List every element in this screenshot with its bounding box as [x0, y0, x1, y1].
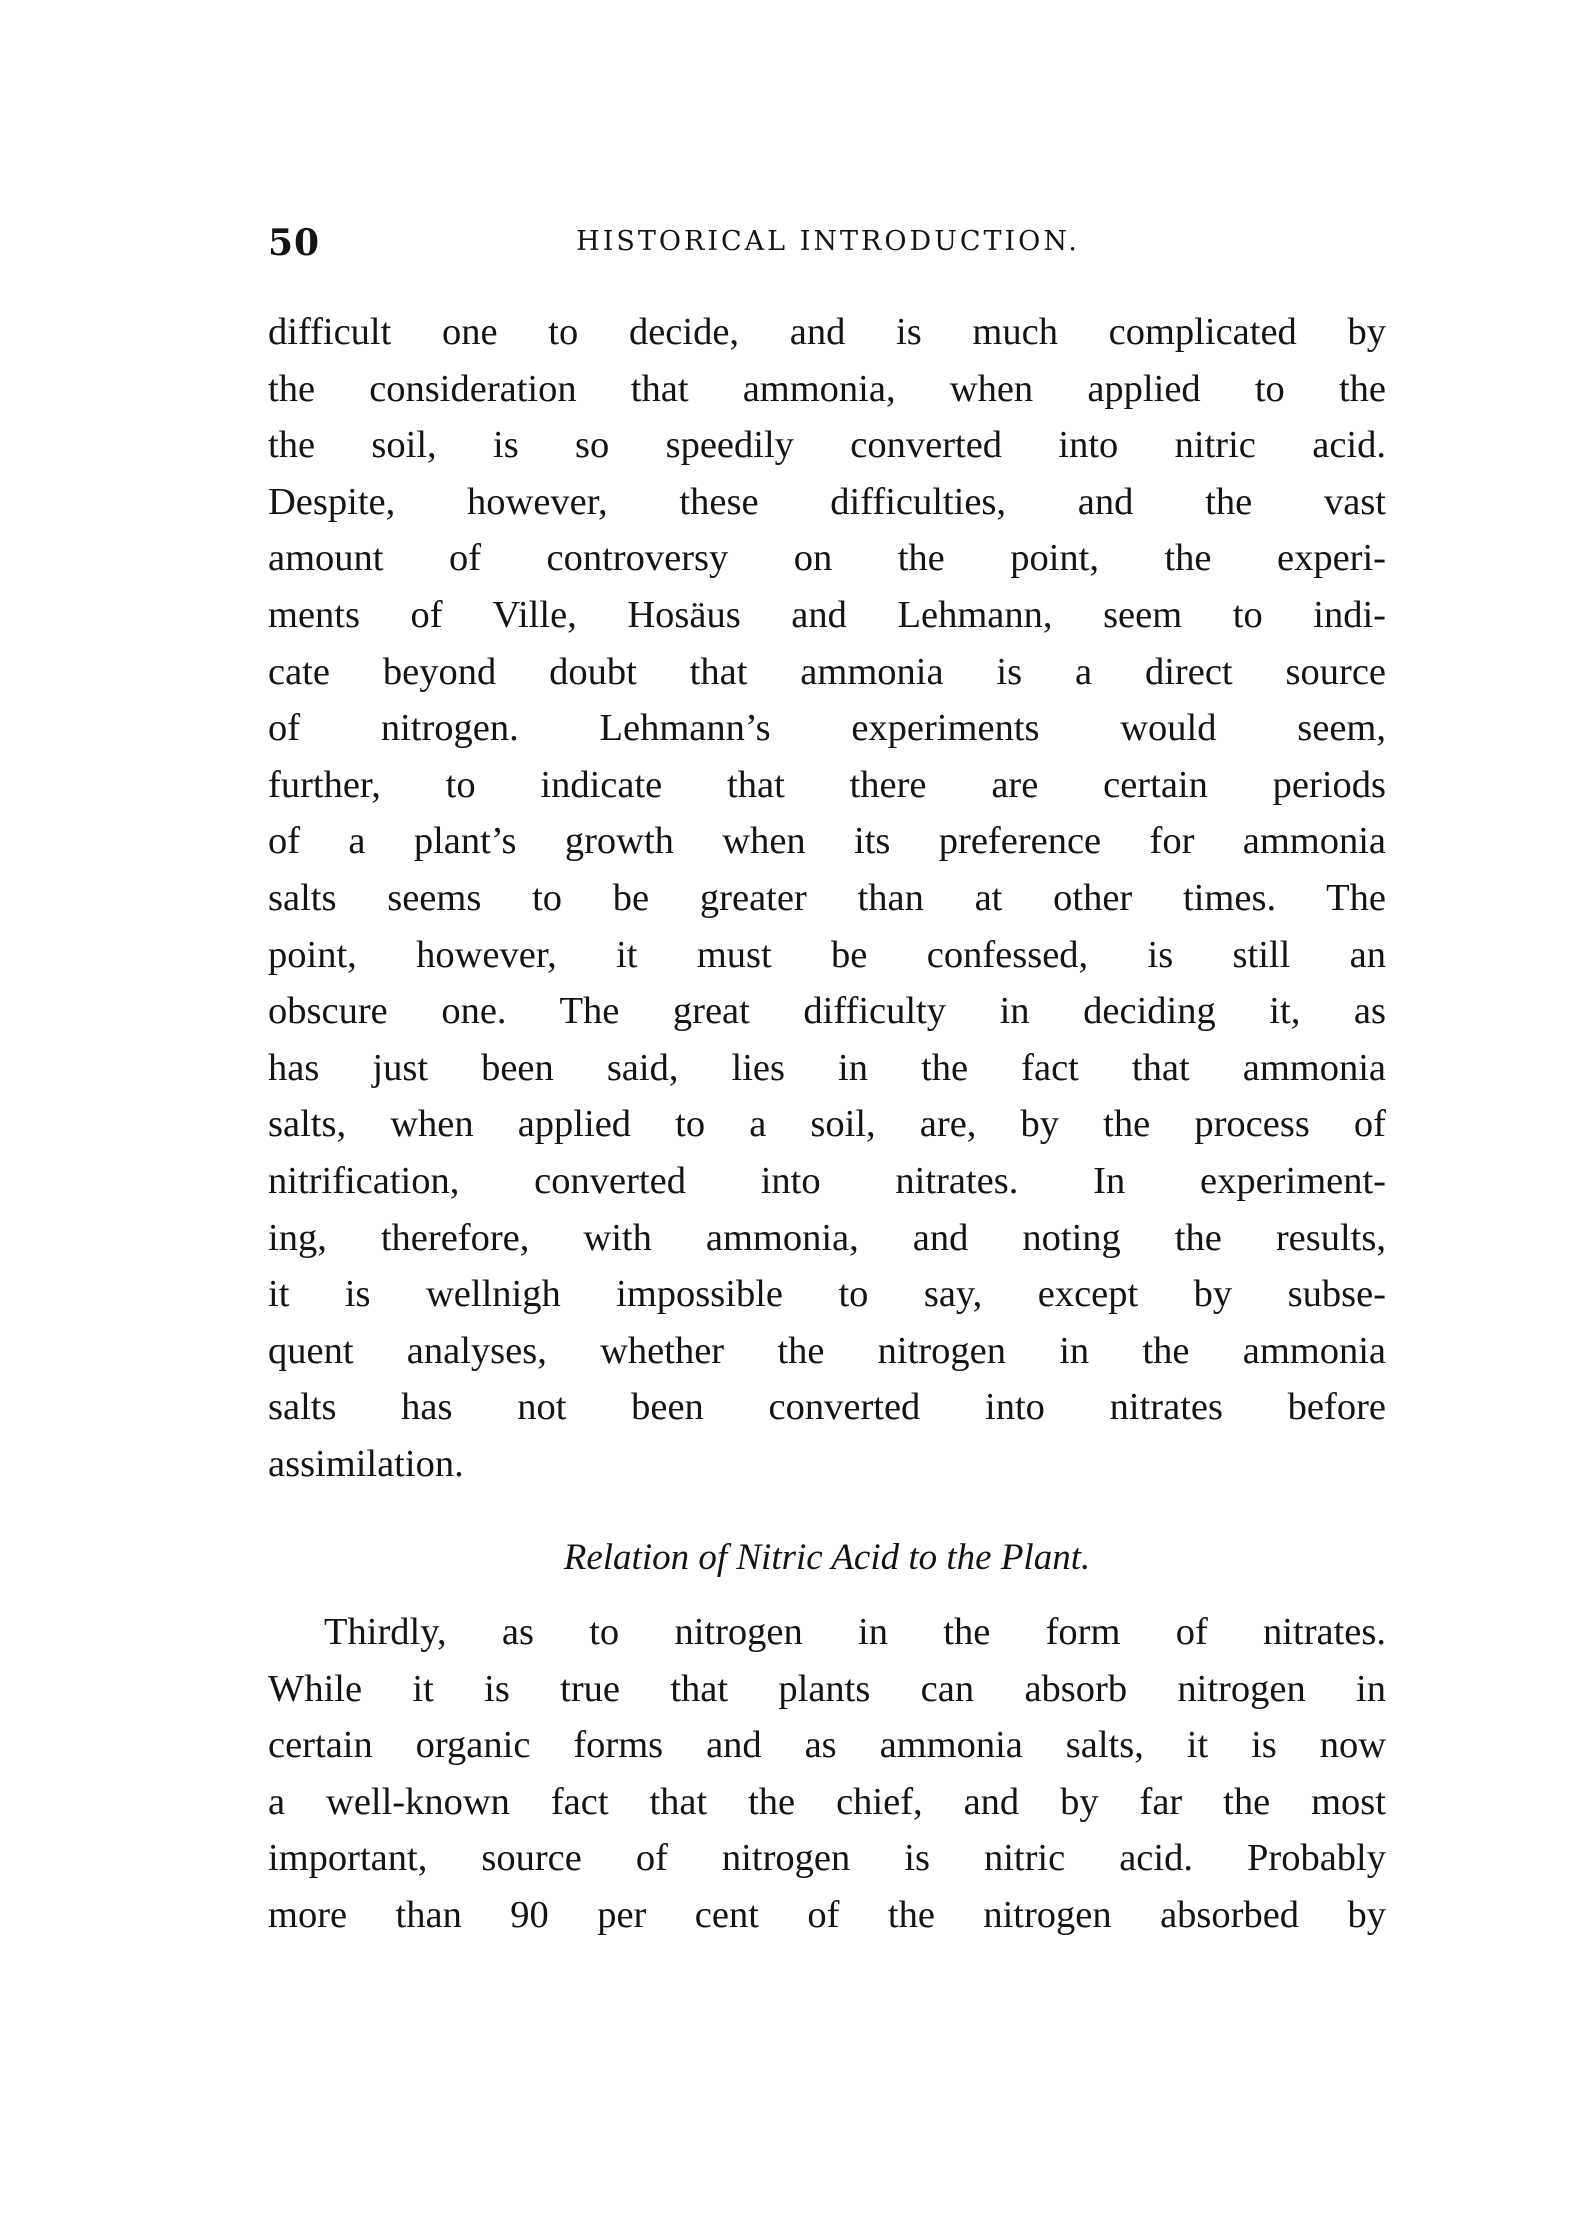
text-line: salts, when applied to a soil, are, by the process of — [268, 1103, 1386, 1146]
text-line: point, however, it must be confessed, is still an — [268, 933, 1386, 976]
text-line: important, source of nitrogen is nitric acid. Probably — [268, 1837, 1386, 1880]
text-line: Thirdly, as to nitrogen in the form of nitrates. — [324, 1611, 1386, 1653]
text-line: of nitrogen. Lehmann’s experiments would seem, — [268, 707, 1386, 750]
text-line: ments of Ville, Hosäus and Lehmann, seem to indi- — [268, 593, 1386, 636]
page-header — [268, 222, 1388, 272]
text-line: Despite, however, these difficulties, and the vast — [268, 480, 1386, 523]
text-line: salts seems to be greater than at other times. The — [268, 876, 1386, 919]
text-line: certain organic forms and as ammonia salts, it is now — [268, 1724, 1386, 1767]
text-line: the soil, is so speedily converted into nitric acid. — [268, 424, 1386, 467]
running-head: HISTORICAL INTRODUCTION. — [576, 226, 1080, 257]
text-line: While it is true that plants can absorb nitrogen in — [268, 1667, 1386, 1710]
text-line: the consideration that ammonia, when applied to the — [268, 367, 1386, 410]
text-line: amount of controversy on the point, the experi- — [268, 537, 1386, 580]
text-line: nitrification, converted into nitrates. In experiment- — [268, 1159, 1386, 1202]
page-number: 50 — [268, 222, 321, 264]
text-line: salts has not been converted into nitrates before — [268, 1386, 1386, 1429]
text-line: of a plant’s growth when its preference for ammonia — [268, 820, 1386, 863]
text-line: assimilation. — [268, 1442, 464, 1485]
text-line: more than 90 per cent of the nitrogen absorbed by — [268, 1893, 1386, 1936]
paragraph-nitric-acid — [268, 1604, 1386, 1944]
text-line: has just been said, lies in the fact that ammonia — [268, 1046, 1386, 1089]
text-line: further, to indicate that there are certain periods — [268, 763, 1386, 806]
text-line: ing, therefore, with ammonia, and noting the results, — [268, 1216, 1386, 1259]
text-line: obscure one. The great difficulty in deciding it, as — [268, 990, 1386, 1033]
text-line: cate beyond doubt that ammonia is a direct source — [268, 650, 1386, 693]
section-heading: Relation of Nitric Acid to the Plant. — [563, 1537, 1091, 1578]
text-line: it is wellnigh impossible to say, except by subse- — [268, 1273, 1386, 1316]
text-line: difficult one to decide, and is much complicated by — [268, 311, 1386, 353]
paragraph-ammonia — [268, 304, 1386, 1492]
text-line: quent analyses, whether the nitrogen in the ammonia — [268, 1329, 1386, 1372]
text-line: a well-known fact that the chief, and by far the most — [268, 1780, 1386, 1823]
